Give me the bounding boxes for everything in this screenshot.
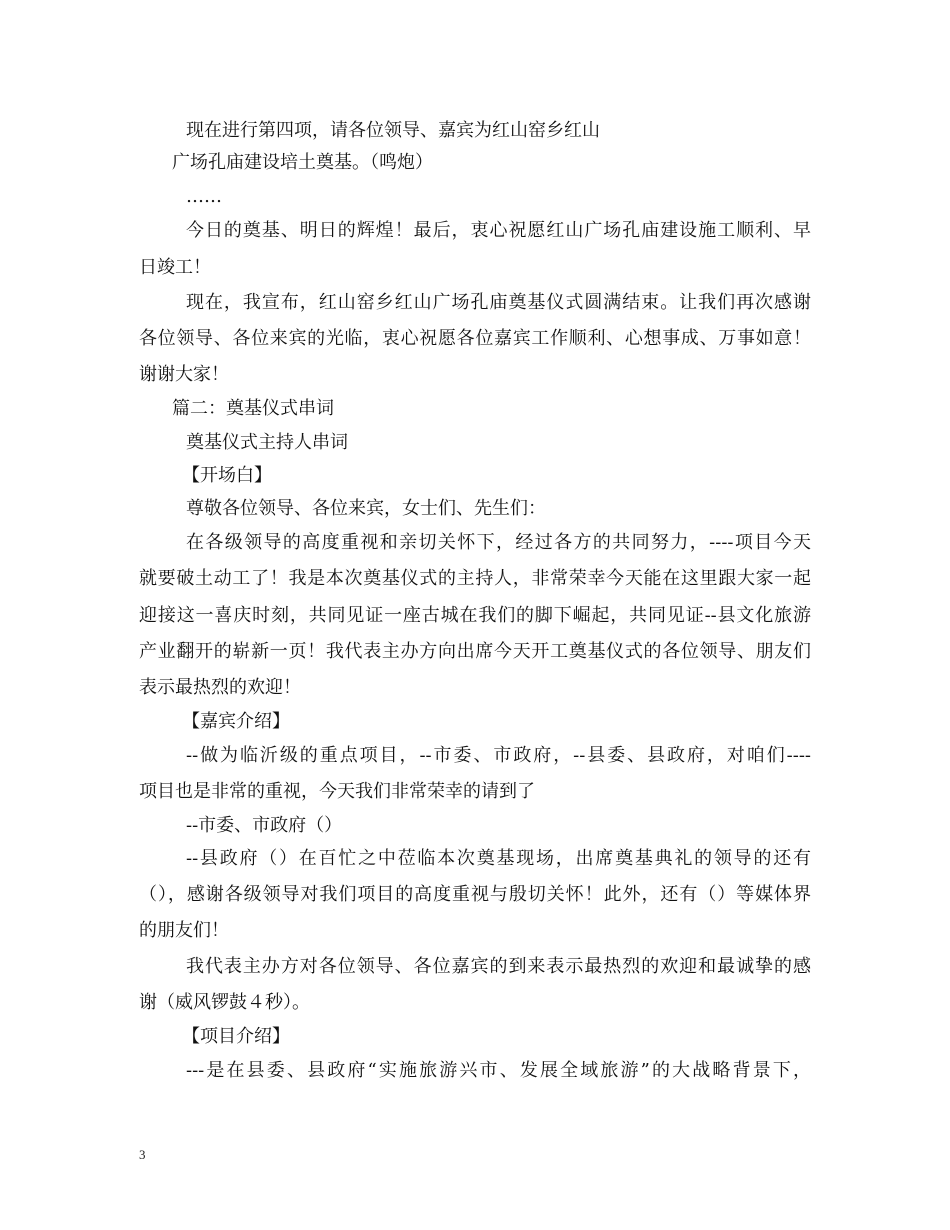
text-line: 尊敬各位领导、各位来宾，女士们、先生们： <box>186 498 546 519</box>
text-line: 现在，我宣布，红山窑乡红山广场孔庙奠基仪式圆满结束。让我们再次感谢 <box>186 292 811 313</box>
text-line: 广场孔庙建设培土奠基。（鸣炮） <box>172 152 433 173</box>
section-heading: 篇二：奠基仪式串词 <box>172 398 334 419</box>
text-line: 迎接这一喜庆时刻，共同见证一座古城在我们的脚下崛起，共同见证--县文化旅游 <box>139 605 811 626</box>
text-line: --市委、市政府（） <box>186 815 343 836</box>
page-number: 3 <box>139 1147 146 1162</box>
text-line: 表示最热烈的欢迎！ <box>139 677 301 698</box>
text-line: 在各级领导的高度重视和亲切关怀下，经过各方的共同努力，----项目今天 <box>186 532 811 553</box>
text-line: 谢谢大家！ <box>139 364 229 385</box>
text-line: 现在进行第四项，请各位领导、嘉宾为红山窑乡红山 <box>186 120 600 141</box>
text-line: 今日的奠基、明日的辉煌！最后，衷心祝愿红山广场孔庙建设施工顺利、早 <box>186 220 811 241</box>
text-line: 产业翻开的崭新一页！我代表主办方向出席今天开工奠基仪式的各位领导、朋友们 <box>139 641 811 662</box>
text-line: （），感谢各级领导对我们项目的高度重视与殷切关怀！此外，还有（）等媒体界 <box>139 884 811 905</box>
text-line: --县政府（）在百忙之中莅临本次奠基现场，出席奠基典礼的领导的还有 <box>186 848 811 869</box>
text-line: 项目也是非常的重视，今天我们非常荣幸的请到了 <box>139 781 535 802</box>
subheading: 奠基仪式主持人串词 <box>186 432 348 453</box>
bracket-heading: 【项目介绍】 <box>182 1026 290 1047</box>
text-line: …… <box>186 186 222 207</box>
bracket-heading: 【嘉宾介绍】 <box>182 711 290 732</box>
text-line: 谢（威风锣鼓４秒）。 <box>139 992 310 1013</box>
text-line: --做为临沂级的重点项目，--市委、市政府，--县委、县政府，对咱们---- <box>186 745 811 766</box>
text-line: 的朋友们！ <box>139 920 229 941</box>
bracket-heading: 【开场白】 <box>182 465 272 486</box>
text-line: 就要破土动工了！我是本次奠基仪式的主持人，非常荣幸今天能在这里跟大家一起 <box>139 568 811 589</box>
text-line: 日竣工！ <box>139 257 211 278</box>
text-line: 各位领导、各位来宾的光临，衷心祝愿各位嘉宾工作顺利、心想事成、万事如意！ <box>139 328 811 349</box>
text-line: 我代表主办方对各位领导、各位嘉宾的到来表示最热烈的欢迎和最诚挚的感 <box>186 956 811 977</box>
text-line: ---是在县委、县政府“实施旅游兴市、发展全域旅游”的大战略背景下， <box>186 1060 811 1081</box>
